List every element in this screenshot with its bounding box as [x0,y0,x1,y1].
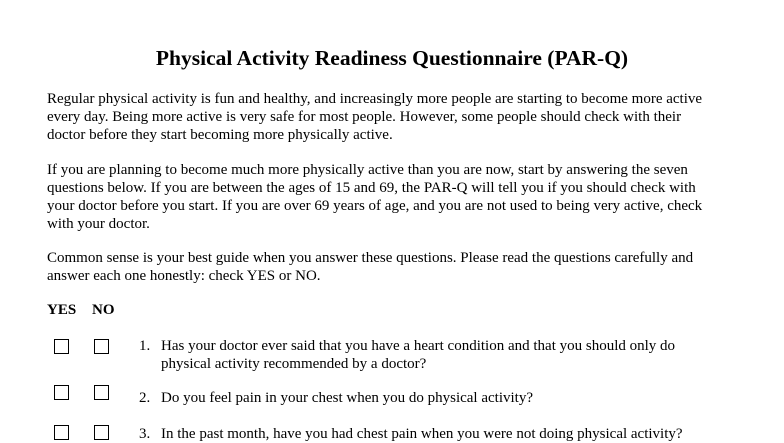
paragraph-line: Regular physical activity is fun and healthy, and increasingly more people are starting to become more active [47,91,703,107]
question-2-text [161,389,533,407]
paragraph-line: every day. Being more active is very safe for most people. However, some people should check with their [47,109,682,125]
question-2-yes-checkbox[interactable] [54,385,69,400]
question-line: In the past month, have you had chest pain when you were not doing physical activity? [161,426,683,442]
question-3-text [161,425,683,443]
page-title: Physical Activity Readiness Questionnaire (PAR-Q) [155,46,629,70]
yes-column-header: YES [47,302,77,318]
question-3-number: 3. [139,426,151,442]
paragraph-line: If you are planning to become much more physically active than you are now, start by answering the seven [47,162,688,178]
instructions-paragraph [47,161,747,233]
question-line: Do you feel pain in your chest when you do physical activity? [161,390,533,406]
paragraph-line: your doctor before you start. If you are over 69 years of age, and you are not used to being very active, check [47,198,703,214]
paragraph-line: doctor before they start becoming more physically active. [47,127,393,143]
question-1-no-checkbox[interactable] [94,339,109,354]
question-3-no-checkbox[interactable] [94,425,109,440]
question-2-no-checkbox[interactable] [94,385,109,400]
question-1-text [161,337,675,373]
question-1-number: 1. [139,338,151,354]
question-line: physical activity recommended by a doctor? [161,356,427,372]
intro-paragraph [47,90,747,144]
no-column-header: NO [92,302,115,318]
paragraph-line: with your doctor. [47,216,150,232]
guidance-paragraph [47,249,747,285]
question-3-yes-checkbox[interactable] [54,425,69,440]
paragraph-line: answer each one honestly: check YES or NO. [47,268,321,284]
paragraph-line: Common sense is your best guide when you answer these questions. Please read the questions carefully and [47,250,694,266]
paragraph-line: questions below. If you are between the ages of 15 and 69, the PAR-Q will tell you if you should check with [47,180,696,196]
question-line: Has your doctor ever said that you have a heart condition and that you should only do [161,338,676,354]
question-2-number: 2. [139,390,151,406]
question-1-yes-checkbox[interactable] [54,339,69,354]
